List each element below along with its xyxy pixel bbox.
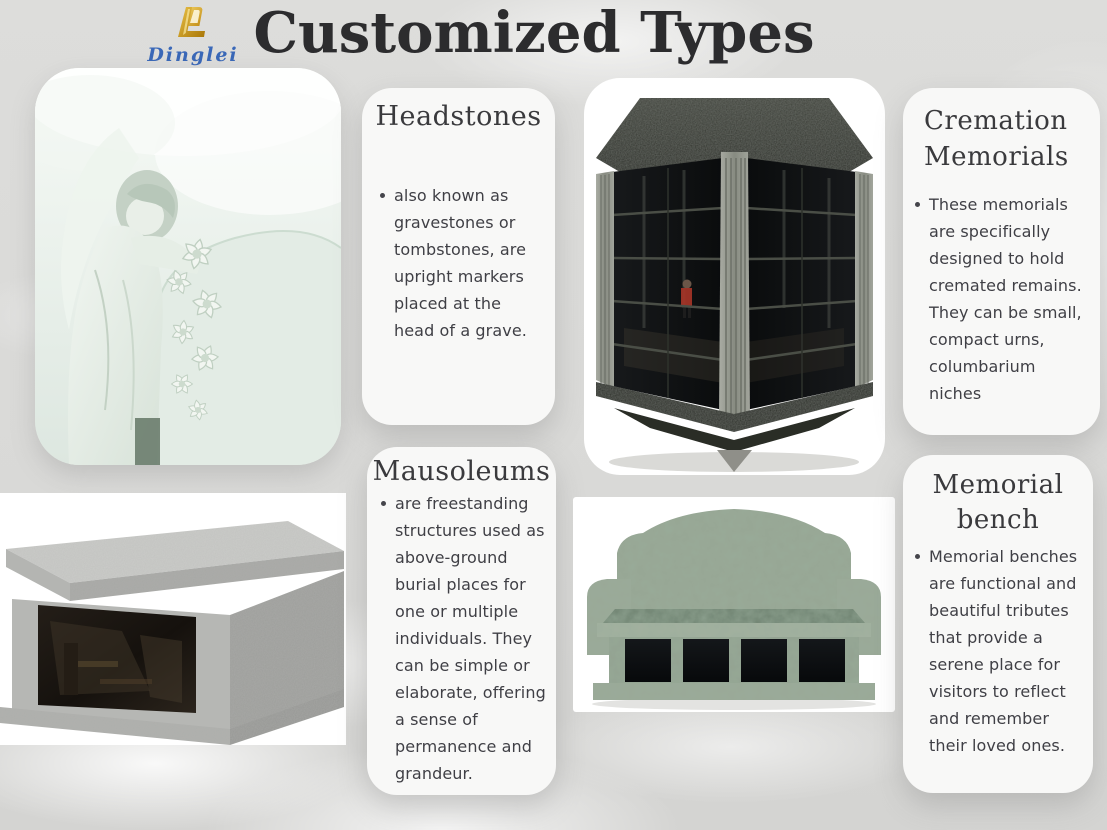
- angel-headstone-photo: [35, 68, 341, 465]
- bullet-item: [903, 191, 1100, 407]
- card-mausoleums: [367, 447, 556, 795]
- card-title: Memorial bench: [932, 470, 1064, 535]
- mausoleum-photo: [0, 493, 346, 745]
- memorial-bench-photo: [573, 497, 895, 712]
- bullet-text: Memorial benches are functional and beautiful tributes that provide a serene place for visitors to reflect and remember their loved ones.: [929, 547, 1078, 755]
- card-cremation-memorials: [903, 88, 1100, 435]
- card-title: Cremation Memorials: [924, 106, 1069, 172]
- card-title: Headstones: [375, 101, 542, 132]
- bench-base: [593, 683, 875, 700]
- bullet-text: are freestanding structures used as above-ground burial places for one or multiple individuals. They can be simple or elaborate, offering a sense of permanence and grandeur.: [395, 494, 546, 783]
- columbarium-photo: [584, 78, 885, 475]
- bullet-item: [362, 182, 555, 344]
- bullet-dot: [380, 193, 385, 198]
- brand-name: Dinglei: [147, 44, 239, 66]
- card-headstones: [362, 88, 555, 425]
- card-memorial-bench: [903, 455, 1093, 793]
- bullet-dot: [915, 202, 920, 207]
- page-title: Customized Types: [253, 0, 815, 66]
- mausoleum-structure: [0, 521, 344, 745]
- bench-seat: [603, 609, 865, 623]
- person-reflection: [683, 280, 692, 289]
- dinglei-logo-icon: [169, 4, 217, 46]
- card-title: Mausoleums: [372, 456, 551, 487]
- bullet-text: also known as gravestones or tombstones, are upright markers placed at the head of a grave.: [394, 186, 527, 340]
- bullet-dot: [381, 501, 386, 506]
- bench-backrest: [617, 509, 851, 619]
- bench-structure: [587, 509, 881, 700]
- bullet-item: [903, 543, 1093, 759]
- bullet-dot: [915, 554, 920, 559]
- bullet-item: [367, 490, 556, 787]
- bullet-text: These memorials are specifically designed to hold cremated remains. They can be small, compact urns, columbarium niches: [929, 195, 1082, 403]
